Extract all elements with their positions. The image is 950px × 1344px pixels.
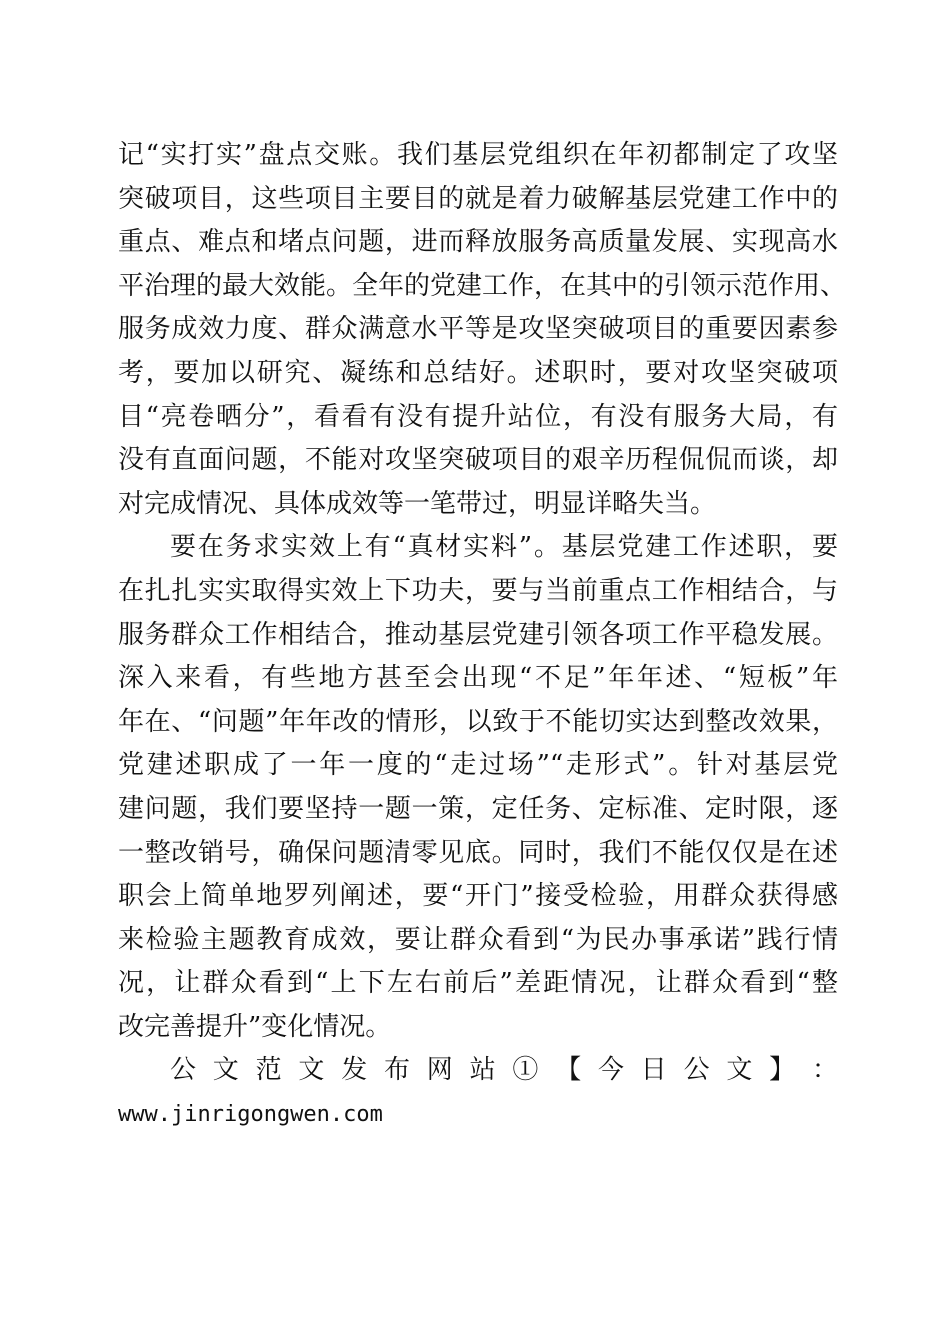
paragraph-line: 突破项目，这些项目主要目的就是着力破解基层党建工作中的 <box>118 183 838 214</box>
paragraph-2 <box>118 526 838 1049</box>
footer-source <box>118 1049 838 1136</box>
paragraph-line: 没有直面问题，不能对攻坚突破项目的艰辛历程侃侃而谈，却 <box>118 445 838 476</box>
paragraph-line: 要在务求实效上有“真材实料”。基层党建工作述职，要 <box>170 532 838 563</box>
paragraph-line: 考，要加以研究、凝练和总结好。述职时，要对攻坚突破项 <box>118 357 838 388</box>
paragraph-line: 平治理的最大效能。全年的党建工作，在其中的引领示范作用、 <box>118 270 847 301</box>
footer-url-link[interactable]: www.jinrigongwen.com <box>118 1102 383 1128</box>
footer-site-label: 公 文 范 文 发 布 网 站 ① 【 今 日 公 文 】 ： <box>170 1055 838 1086</box>
paragraph-line: 深入来看，有些地方甚至会出现“不足”年年述、“短板”年 <box>118 663 838 694</box>
paragraph-line: 服务成效力度、群众满意水平等是攻坚突破项目的重要因素参 <box>118 314 838 345</box>
paragraph-line: 年在、“问题”年年改的情形，以致于不能切实达到整改效果， <box>118 706 838 737</box>
paragraph-line: 改完善提升”变化情况。 <box>118 1011 392 1042</box>
paragraph-line: 对完成情况、具体成效等一笔带过，明显详略失当。 <box>118 488 717 519</box>
paragraph-line: 职会上简单地罗列阐述，要“开门”接受检验，用群众获得感 <box>118 881 838 912</box>
paragraph-line: 记“实打实”盘点交账。我们基层党组织在年初都制定了攻坚 <box>118 140 838 170</box>
paragraph-line: 一整改销号，确保问题清零见底。同时，我们不能仅仅是在述 <box>118 837 838 868</box>
paragraph-line: 服务群众工作相结合，推动基层党建引领各项工作平稳发展。 <box>118 619 838 650</box>
paragraph-line: 建问题，我们要坚持一题一策，定任务、定标准、定时限，逐 <box>118 793 838 824</box>
paragraph-line: 党建述职成了一年一度的“走过场”“走形式”。针对基层党 <box>118 750 838 781</box>
document-body <box>118 134 847 1137</box>
paragraph-line: 况，让群众看到“上下左右前后”差距情况，让群众看到“整 <box>118 968 838 999</box>
paragraph-line: 目“亮卷晒分”，看看有没有提升站位，有没有服务大局，有 <box>118 401 838 432</box>
paragraph-line: 来检验主题教育成效，要让群众看到“为民办事承诺”践行情 <box>118 924 838 955</box>
paragraph-line: 重点、难点和堵点问题，进而释放服务高质量发展、实现高水 <box>118 227 838 258</box>
paragraph-line: 在扎扎实实取得实效上下功夫，要与当前重点工作相结合，与 <box>118 575 838 606</box>
paragraph-1 <box>118 134 847 526</box>
